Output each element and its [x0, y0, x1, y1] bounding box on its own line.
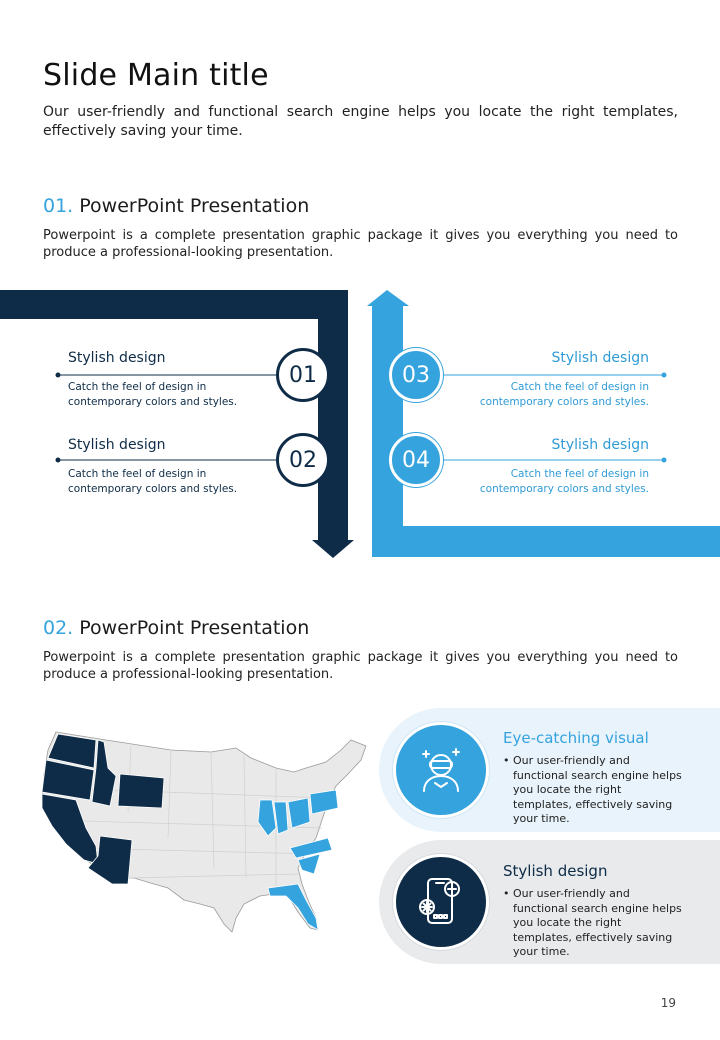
item-desc-line: contemporary colors and styles.: [68, 395, 238, 408]
virtual-reality-person-icon: [416, 745, 466, 795]
intro-text: Our user-friendly and functional search engine helps you locate the right templates, effectively saving your time.: [43, 104, 678, 139]
number-badge-01: 01: [276, 348, 330, 402]
card2-bullet: • Our user-friendly and functional search engine helps you locate the right templates, effectively saving your time.: [503, 887, 683, 960]
section2-text: Powerpoint is a complete presentation graphic package it gives you everything you need to produce a professional-looking presentation.: [43, 650, 678, 682]
map-ohio: [288, 798, 310, 828]
item-description: [68, 380, 268, 409]
item-description: [68, 467, 268, 496]
section1-heading: [43, 195, 309, 217]
number-badge-03: 03: [389, 348, 443, 402]
item-03: [449, 350, 649, 409]
item-desc-line: Catch the feel of design in: [510, 468, 649, 480]
icon-circle-2: [393, 854, 489, 950]
item-title: Stylish design: [68, 437, 166, 453]
card2-bullets: [503, 887, 683, 960]
item-desc-line: contemporary colors and styles.: [68, 482, 238, 495]
smartphone-health-icon: [414, 875, 468, 929]
section1-title: PowerPoint Presentation: [79, 195, 310, 217]
section1-number: 01.: [43, 195, 74, 217]
item-title: Stylish design: [551, 350, 649, 366]
item-description: [449, 380, 649, 409]
section2-number: 02.: [43, 617, 74, 639]
item-desc-line: Catch the feel of design in: [68, 468, 207, 480]
item-desc-line: Catch the feel of design in: [68, 381, 207, 393]
item-desc-line: contemporary colors and styles.: [479, 482, 649, 495]
map-pennsylvania: [310, 790, 338, 814]
page-title: Slide Main title: [43, 58, 269, 93]
map-wyoming: [118, 774, 164, 808]
item-desc-line: contemporary colors and styles.: [479, 395, 649, 408]
item-01: [68, 350, 268, 409]
us-map: [36, 728, 376, 938]
number-badge-04: 04: [389, 433, 443, 487]
card1-bullets: [503, 754, 683, 827]
section2-heading: [43, 617, 309, 639]
card1-title: Eye-catching visual: [503, 729, 649, 747]
item-title: Stylish design: [68, 350, 166, 366]
item-04: [449, 437, 649, 496]
page-number: 19: [660, 996, 676, 1010]
number-badge-02: 02: [276, 433, 330, 487]
card2-title: Stylish design: [503, 862, 608, 880]
item-title: Stylish design: [551, 437, 649, 453]
icon-circle-1: [393, 722, 489, 818]
section2-title: PowerPoint Presentation: [79, 617, 310, 639]
section1-text: Powerpoint is a complete presentation graphic package it gives you everything you need to produce a professional-looking presentation.: [43, 228, 678, 260]
item-description: [449, 467, 649, 496]
item-02: [68, 437, 268, 496]
item-desc-line: Catch the feel of design in: [510, 381, 649, 393]
card1-bullet: • Our user-friendly and functional search engine helps you locate the right templates, effectively saving your time.: [503, 754, 683, 827]
